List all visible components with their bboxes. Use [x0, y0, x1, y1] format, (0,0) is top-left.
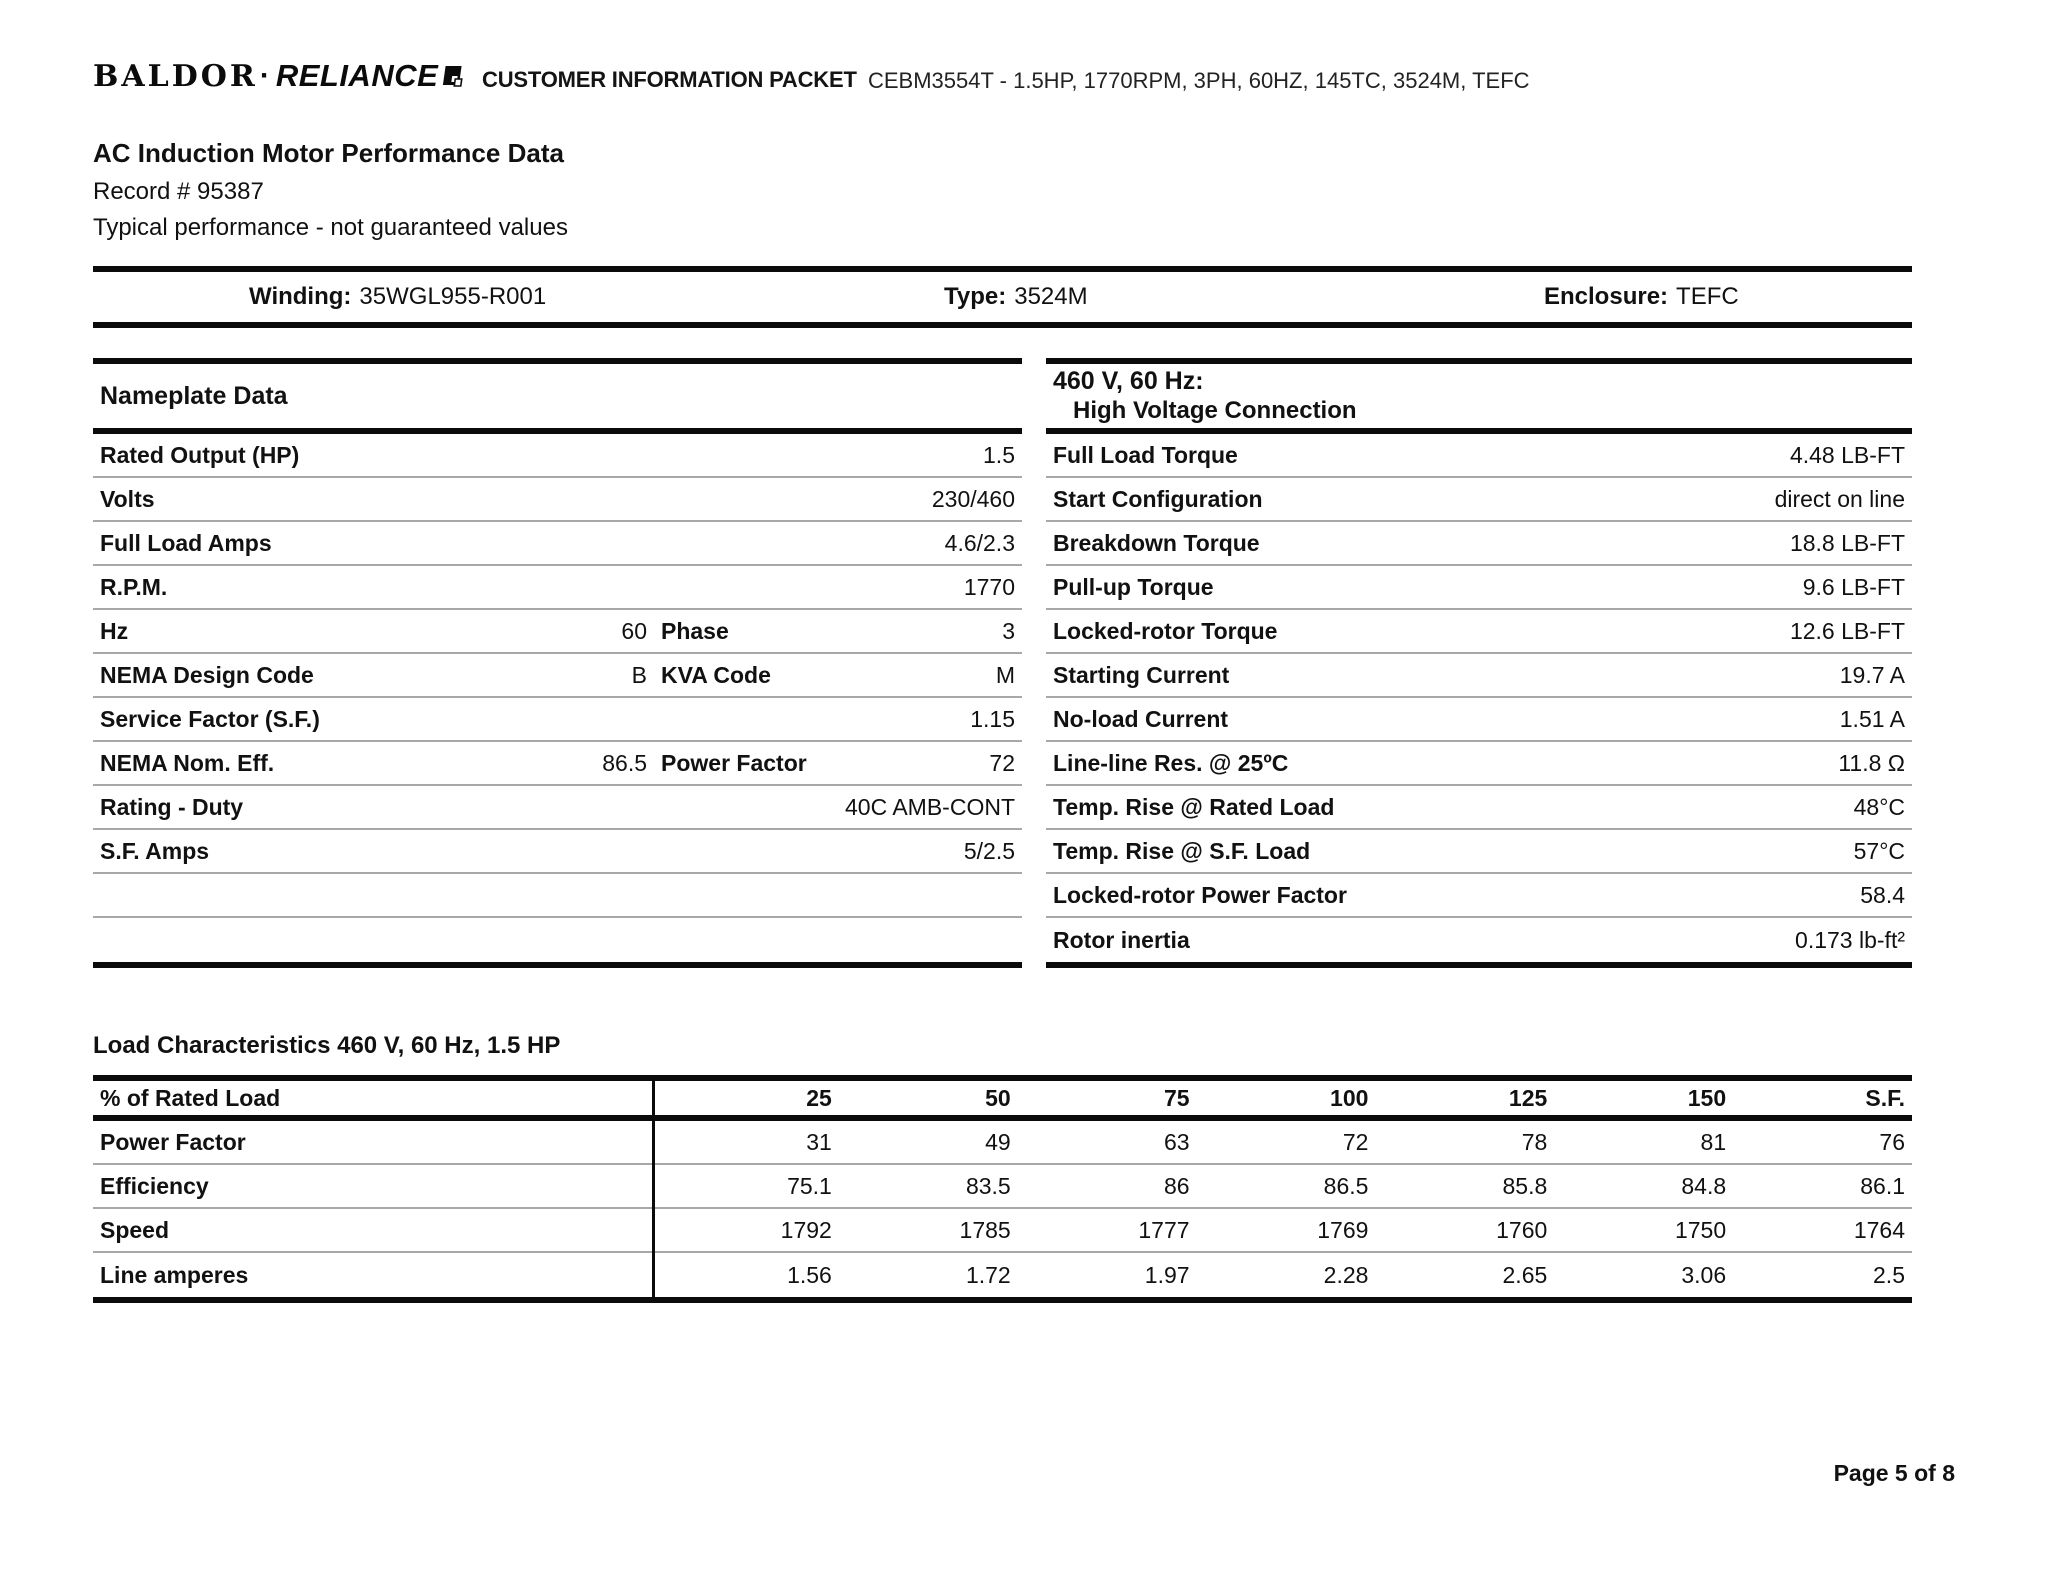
row-value: 18.8 LB-FT: [1789, 529, 1905, 556]
winding-field: [249, 272, 546, 322]
table-row: [93, 1253, 1912, 1297]
cell-value: 49: [985, 1128, 1011, 1155]
cell-value: 1769: [1317, 1216, 1369, 1243]
cell-value: 1764: [1853, 1216, 1905, 1243]
reliance-box-icon: [440, 63, 464, 91]
row-label: R.P.M.: [100, 573, 168, 600]
cell-value: 2.5: [1873, 1261, 1905, 1288]
row-value: 12.6 LB-FT: [1789, 617, 1905, 644]
row-label: Volts: [100, 485, 155, 512]
cell-value: 1792: [780, 1216, 832, 1243]
row-label: Power Factor: [100, 1128, 246, 1155]
row-mid-value: 60: [621, 617, 647, 644]
table-row: [1046, 566, 1912, 610]
row-value: 230/460: [931, 485, 1015, 512]
table-row: [93, 742, 1022, 786]
table-row: [1046, 830, 1912, 874]
nameplate-heading: Nameplate Data: [100, 382, 288, 410]
row-label: Rated Output (HP): [100, 441, 300, 468]
row-value: 1.15: [970, 705, 1015, 732]
cell-value: 78: [1521, 1128, 1548, 1155]
row-label: Hz: [100, 617, 129, 644]
packet-title: CUSTOMER INFORMATION PACKET: [482, 67, 857, 92]
row-label: Rating - Duty: [100, 793, 244, 820]
cell-value: 31: [806, 1128, 832, 1155]
row-label: Service Factor (S.F.): [100, 705, 320, 732]
logo-dot: ·: [259, 59, 270, 92]
cell-value: 2.28: [1323, 1261, 1369, 1288]
enclosure-value: TEFC: [1676, 283, 1739, 310]
table-row: [1046, 654, 1912, 698]
table-row: [1046, 434, 1912, 478]
table-row: [93, 786, 1022, 830]
table-row: [1046, 522, 1912, 566]
cell-value: 81: [1700, 1128, 1727, 1155]
row-label: Starting Current: [1053, 661, 1230, 688]
row-value: 3: [1002, 617, 1015, 644]
title-block: [93, 138, 568, 250]
table-row-empty: [93, 874, 1022, 918]
table-row: [93, 1165, 1912, 1209]
table-row: [93, 654, 1022, 698]
row-mid-value: B: [631, 661, 647, 688]
winding-value: 35WGL955-R001: [359, 283, 547, 310]
column-header: 125: [1508, 1084, 1548, 1111]
cell-value: 3.06: [1681, 1261, 1727, 1288]
logo-reliance-text: RELIANCE: [275, 58, 439, 93]
table-row: [93, 610, 1022, 654]
cell-value: 72: [1342, 1128, 1369, 1155]
row-label: Speed: [100, 1216, 170, 1243]
column-header: 75: [1163, 1084, 1190, 1111]
table-row: [1046, 698, 1912, 742]
cell-value: 86: [1163, 1172, 1190, 1199]
cell-value: 1.56: [787, 1261, 832, 1288]
row-mid-label: Phase: [661, 617, 729, 644]
enclosure-field: [1544, 272, 1739, 322]
cell-value: 1.97: [1144, 1261, 1190, 1288]
row-label: Line-line Res. @ 25ºC: [1053, 749, 1289, 776]
type-field: [944, 272, 1088, 322]
cell-value: 63: [1163, 1128, 1190, 1155]
table-row: [93, 522, 1022, 566]
row-label: Start Configuration: [1053, 485, 1263, 512]
table-row: [1046, 742, 1912, 786]
hv-heading-line2: High Voltage Connection: [1073, 397, 1357, 424]
column-header: % of Rated Load: [100, 1084, 281, 1111]
hv-heading-line1: 460 V, 60 Hz:: [1053, 367, 1204, 395]
cell-value: 1.72: [965, 1261, 1011, 1288]
row-label: NEMA Design Code: [100, 661, 314, 688]
row-label: Line amperes: [100, 1261, 249, 1288]
column-header: 150: [1687, 1084, 1727, 1111]
row-label: Rotor inertia: [1053, 926, 1190, 953]
table-row: [1046, 874, 1912, 918]
model-spec-line: CEBM3554T - 1.5HP, 1770RPM, 3PH, 60HZ, 145TC, 3524M, TEFC: [868, 68, 1530, 93]
cell-value: 86.5: [1323, 1172, 1369, 1199]
type-value: 3524M: [1014, 283, 1088, 310]
row-value: 1.51 A: [1839, 705, 1905, 732]
performance-note: Typical performance - not guaranteed values: [93, 214, 568, 241]
row-value: 1770: [963, 573, 1015, 600]
logo-baldor-text: BALDOR: [93, 58, 258, 94]
row-label: Pull-up Torque: [1053, 573, 1214, 600]
column-header: S.F.: [1865, 1084, 1905, 1111]
column-header: 25: [806, 1084, 832, 1111]
type-label: Type:: [944, 283, 1007, 310]
row-label: Full Load Torque: [1053, 441, 1238, 468]
table-row: [93, 434, 1022, 478]
row-label: Temp. Rise @ S.F. Load: [1053, 837, 1311, 864]
high-voltage-connection-table: [1046, 358, 1912, 968]
table-row: [1046, 786, 1912, 830]
row-label: Breakdown Torque: [1053, 529, 1260, 556]
row-value: direct on line: [1774, 485, 1905, 512]
record-number: Record # 95387: [93, 178, 264, 205]
row-label: S.F. Amps: [100, 837, 210, 864]
cell-value: 1750: [1674, 1216, 1727, 1243]
load-characteristics-table: [93, 1075, 1912, 1303]
cell-value: 75.1: [787, 1172, 832, 1199]
page-number: Page 5 of 8: [1833, 1460, 1955, 1486]
cell-value: 1777: [1138, 1216, 1190, 1243]
row-value: 9.6 LB-FT: [1802, 573, 1905, 600]
row-label: Locked-rotor Torque: [1053, 617, 1278, 644]
table-row: [1046, 478, 1912, 522]
table-row: [93, 478, 1022, 522]
row-mid-label: KVA Code: [661, 661, 771, 688]
row-value: 57°C: [1853, 837, 1905, 864]
row-value: 58.4: [1860, 881, 1905, 908]
cell-value: 76: [1879, 1128, 1905, 1155]
row-value: 4.6/2.3: [944, 529, 1015, 556]
table-row: [93, 830, 1022, 874]
document-title: AC Induction Motor Performance Data: [93, 138, 564, 168]
row-value: 72: [989, 749, 1015, 776]
row-label: Temp. Rise @ Rated Load: [1053, 793, 1335, 820]
table-row: [1046, 918, 1912, 962]
column-header: 50: [985, 1084, 1011, 1111]
row-value: 40C AMB-CONT: [845, 793, 1015, 820]
row-label: NEMA Nom. Eff.: [100, 749, 275, 776]
enclosure-label: Enclosure:: [1544, 283, 1669, 310]
row-value: M: [995, 661, 1015, 688]
row-value: 5/2.5: [963, 837, 1015, 864]
column-header: 100: [1330, 1084, 1369, 1111]
row-value: 48°C: [1853, 793, 1905, 820]
table-row-empty: [93, 918, 1022, 962]
cell-value: 1760: [1496, 1216, 1548, 1243]
row-value: 19.7 A: [1839, 661, 1905, 688]
row-value: 0.173 lb-ft²: [1795, 926, 1905, 953]
table-row: [1046, 610, 1912, 654]
row-label: Full Load Amps: [100, 529, 272, 556]
row-value: 11.8 Ω: [1838, 749, 1905, 776]
row-value: 4.48 LB-FT: [1789, 441, 1905, 468]
row-label: Locked-rotor Power Factor: [1053, 881, 1347, 908]
hv-table-header: [1046, 364, 1912, 434]
cell-value: 1785: [959, 1216, 1011, 1243]
baldor-reliance-logo: [93, 58, 464, 94]
nameplate-table-header: [93, 364, 1022, 434]
cell-value: 85.8: [1502, 1172, 1548, 1199]
table-row: [93, 698, 1022, 742]
row-mid-label: Power Factor: [661, 749, 807, 776]
row-value: 1.5: [983, 441, 1015, 468]
cell-value: 86.1: [1860, 1172, 1905, 1199]
table-row: [93, 566, 1022, 610]
page-header: [93, 58, 1953, 108]
nameplate-data-table: [93, 358, 1022, 968]
cell-value: 83.5: [965, 1172, 1011, 1199]
winding-label: Winding:: [249, 283, 352, 310]
winding-type-enclosure-bar: [93, 266, 1912, 328]
cell-value: 2.65: [1502, 1261, 1548, 1288]
cell-value: 84.8: [1681, 1172, 1727, 1199]
table-row: [93, 1121, 1912, 1165]
table-vertical-divider: [652, 1081, 655, 1297]
table-row: [93, 1209, 1912, 1253]
load-characteristics-title: Load Characteristics 460 V, 60 Hz, 1.5 HP: [93, 1032, 561, 1059]
row-label: No-load Current: [1053, 705, 1229, 732]
row-label: Efficiency: [100, 1172, 209, 1199]
row-mid-value: 86.5: [602, 749, 647, 776]
load-table-header-row: [93, 1081, 1912, 1121]
